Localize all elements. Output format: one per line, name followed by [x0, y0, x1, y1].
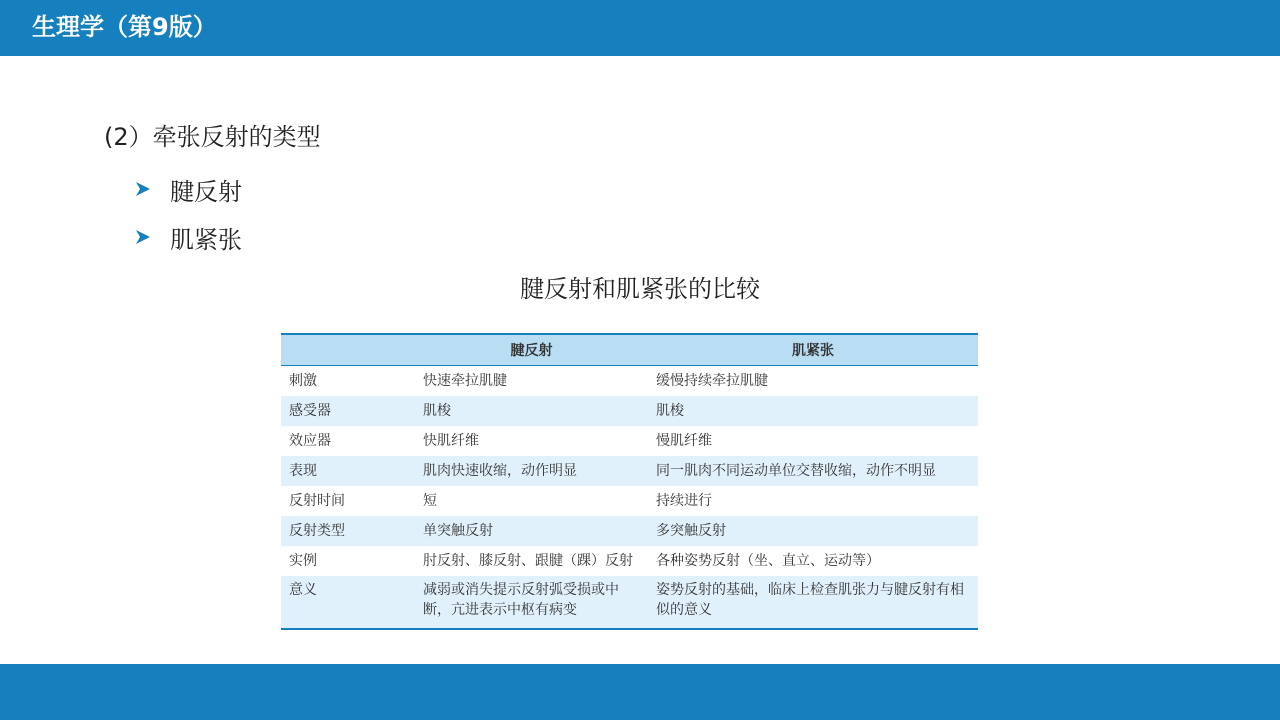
table-cell: 快肌纤维 [423, 433, 479, 449]
table-title: 腱反射和肌紧张的比较 [520, 275, 760, 303]
bullet-label: 腱反射 [170, 177, 242, 206]
table-cell: 同一肌肉不同运动单位交替收缩，动作不明显 [648, 456, 978, 486]
row-label: 反射类型 [281, 516, 415, 546]
row-label: 反射时间 [289, 493, 345, 509]
comparison-table [281, 333, 978, 630]
table-row [281, 366, 978, 397]
table-cell: 肘反射、膝反射、跟腱（踝）反射 [423, 553, 633, 569]
row-label: 刺激 [289, 373, 317, 389]
row-label: 感受器 [281, 396, 415, 426]
row-label: 表现 [281, 456, 415, 486]
table-cell: 缓慢持续牵拉肌腱 [656, 373, 768, 389]
row-label: 意义 [281, 576, 415, 629]
arrow-bullet-icon [134, 228, 152, 246]
table-row [281, 576, 978, 629]
table-cell: 肌肉快速收缩，动作明显 [415, 456, 648, 486]
row-label: 实例 [289, 553, 317, 569]
arrow-bullet-icon [134, 180, 152, 198]
table-row [281, 546, 978, 576]
column-header: 肌紧张 [648, 334, 978, 366]
table-cell: 短 [423, 493, 437, 509]
table-cell: 姿势反射的基础，临床上检查肌张力与腱反射有相似的意义 [648, 576, 978, 629]
table-cell: 肌梭 [415, 396, 648, 426]
table-cell: 持续进行 [656, 493, 712, 509]
bullet-label: 肌紧张 [170, 225, 242, 254]
table-cell: 多突触反射 [648, 516, 978, 546]
table-row [281, 396, 978, 426]
table-cell: 快速牵拉肌腱 [423, 373, 507, 389]
table-row [281, 426, 978, 456]
column-header: 腱反射 [415, 334, 648, 366]
table-header-row [281, 334, 978, 366]
table-row [281, 486, 978, 516]
section-heading: (2）牵张反射的类型 [104, 123, 321, 151]
row-label: 效应器 [289, 433, 331, 449]
table-cell: 减弱或消失提示反射弧受损或中断，亢进表示中枢有病变 [415, 576, 648, 629]
table-row [281, 516, 978, 546]
footer-bar [0, 664, 1280, 720]
table-cell: 单突触反射 [415, 516, 648, 546]
table-cell: 各种姿势反射（坐、直立、运动等） [656, 553, 880, 569]
page-title: 生理学（第9版） [32, 13, 217, 41]
bullet-item [134, 173, 242, 205]
table-cell: 慢肌纤维 [656, 433, 712, 449]
table-row [281, 456, 978, 486]
header-bar [0, 0, 1280, 56]
table-cell: 肌梭 [648, 396, 978, 426]
bullet-item [134, 221, 242, 253]
column-header [281, 334, 415, 366]
